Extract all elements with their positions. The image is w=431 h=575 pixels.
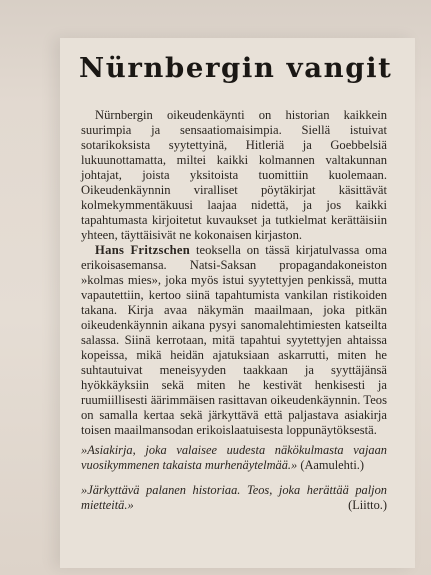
quote-1-source: (Aamulehti.) bbox=[300, 458, 364, 472]
quote-2-source: (Liitto.) bbox=[348, 498, 387, 512]
blurb-text bbox=[81, 108, 387, 438]
quote-1-text: »Asiakirja, joka valaisee uudesta näkökulmasta vajaan vuosikymmenen takaista murhenäytelmää.» bbox=[81, 443, 387, 472]
quote-2-text: »Järkyttävä palanen historiaa. Teos, joka herättää paljon mietteitä.» bbox=[81, 483, 387, 512]
paragraph-intro: Nürnbergin oikeudenkäynti on historian kaikkein suurimpia ja sensaatiomaisimpia. Siellä istuivat sotarikoksista syytettyinä, Hitleriä ja Goebbelsiä lukuunottamatta, miltei kaikki kolmannen valtakunnan johtajat, joista yksitoista tuomittiin kuolemaan. Oikeudenkäynnin viralliset pöytäkirjat käsittävät kolmekymmentäkuusi laajaa nidettä, ja jos kaikki tapahtumasta kirjoitetut kuvaukset ja tutkielmat kerättäisiin yhteen, täyttäisivät ne kokonaisen kirjaston. bbox=[81, 108, 387, 242]
paragraph-book bbox=[81, 243, 387, 438]
press-quote-1 bbox=[81, 443, 387, 473]
author-name: Hans Fritzschen bbox=[95, 243, 191, 257]
page-title: Nürnbergin vangit bbox=[79, 52, 393, 84]
press-quote-2 bbox=[81, 483, 387, 513]
press-quotes bbox=[81, 443, 387, 523]
paragraph-book-text: teoksella on tässä kirjatulvassa oma erikoisasemansa. Natsi-Saksan propagandakoneiston »kolmas mies», joka myös istui syytettyjen penkissä, mutta vapautettiin, kertoo siinä tapahtumista vankilan ristikoiden takana. Kirja avaa näkymän maailmaan, joka pitkän oikeudenkäynnin aikana pysyi sanomalehtimiesten katseilta salassa. Siinä kerrotaan, mitä tapahtui syytettyjen ahtaissa kopeissa, mikä heidän ajatuksiaan askarrutti, miten he suhtautuivat meneisyyden taakkaan ja syyttäjänsä hyökkäyksiin sekä miten he kestivät henkisesti ja ruumiillisesti äärimmäisen rasittavan oikeudenkäynnin. Teos on samalla kertaa sekä järkyttävä että paljastava asiakirja toisen maailmansodan erikoislaatuisesta loppunäytöksestä. bbox=[81, 243, 387, 437]
